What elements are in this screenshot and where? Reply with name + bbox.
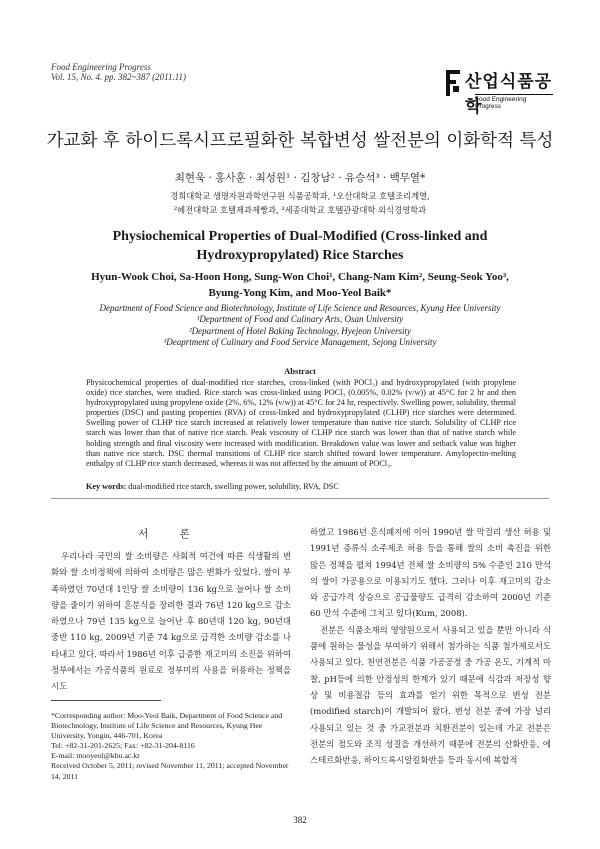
stylized-F-logo-icon xyxy=(445,70,461,96)
affiliation-english-line: Department of Food Science and Biotechnology, Institute of Life Science and Resources, Kyung Hee University xyxy=(99,303,501,313)
logo-korean-text: 산업식품공학 xyxy=(465,72,553,117)
journal-logo xyxy=(445,67,555,117)
affiliations-korean xyxy=(0,189,600,217)
authors-english-line: Hyun-Wook Choi, Sa-Hoon Hong, Sung-Won Choi¹, Chang-Nam Kim², Seung-Seok Yoo³, xyxy=(91,271,509,283)
affiliations-english xyxy=(0,303,600,349)
authors-english xyxy=(0,269,600,301)
title-english-line: Hydroxypropylated) Rice Starches xyxy=(196,248,404,263)
section-title-introduction: 서 론 xyxy=(138,528,204,540)
footnote-line: Received October 5, 2011; revised November 11, 2011; accepted November 14, 2011 xyxy=(51,761,289,781)
affiliation-english-line: ³Deaprtment of Culinary and Food Service Management, Sejong University xyxy=(163,337,437,348)
authors-english-line: Byung-Yong Kim, and Moo-Yeol Baik* xyxy=(208,287,392,299)
title-english xyxy=(0,227,600,265)
keywords-text: dual-modified rice starch, swelling power, solubility, RVA, DSC xyxy=(126,482,339,491)
title-english-line: Physiochemical Properties of Dual-Modified (Cross-linked and xyxy=(112,229,488,244)
abstract-text: Physicochemical properties of dual-modified rice starches, cross-linked (with POCl₃) and hydroxypropylated (with propylene oxide) rice starches, were studied. Rice starch was cross-linked using POCl₃ (0.005%, 0.02% (v/w)) at 45°C for 2 hr and then hydroxypropylated using propylene oxide (2%, 6%, 12% (v/w)) at 45°C for 24 hr, respectively. Swelling power, solubility, thermal properties (DSC) and pasting properties (RVA) of cross-linked and hydroxypropylated (CLHP) rice starches were determined. Swelling power of CLHP rice starch increased at relatively lower temperature than native rice starch. Solubility of CLHP rice starch was lower than that of native rice starch. Peak viscosity of CLHP rice starch was lower than that of native starch while holding strength and final viscosity were increased with modification. Breakdown value was lower and setback value was higher than native rice starch. DSC thermal transitions of CLHP rice starch shifted toward lower temperature. Amylopectin-melting enthalpy of CLHP rice starch decreased, whereas it was not affected by the amount of POCl₃. xyxy=(86,378,516,468)
logo-english-text: Food Engineering Progress xyxy=(475,94,553,110)
footnote-divider xyxy=(51,700,161,701)
keywords xyxy=(86,482,516,491)
page-number: 382 xyxy=(293,815,307,825)
affiliation-english-line: ¹Department of Food and Culinary Arts, Osan University xyxy=(196,314,404,325)
right-column-paragraph: 하였고 1986년 혼식폐지에 이어 1990년 쌀 막걸리 생산 허용 및 1991년 증류식 소주제조 허용 등을 통해 쌀의 소비 촉진을 위한 많은 정책을 펼쳐 1994년 전체 쌀 소비량의 5% 수준인 210 만석의 쌀이 가공용으로 이용되기도 했다. 그러나 이후 재고미의 감소와 공급가격 상승으로 공급물량도 급격히 감소하여 2000년 기준 60 만석 수준에 그치고 있다(Kum, 2008). xyxy=(310,527,551,619)
left-column xyxy=(51,526,291,695)
affiliation-korean-line: ²혜전대학교 호텔제과제빵과, ³세종대학교 호텔관광대학 외식경영학과 xyxy=(173,205,427,215)
authors-korean: 최현욱 · 홍사훈 · 최성원¹ · 김창남² · 유승석³ · 백무열* xyxy=(174,172,426,184)
journal-name: Food Engineering Progress xyxy=(51,62,151,72)
corresponding-author-footnote xyxy=(51,700,296,782)
footnote-line: *Corresponding author: Moo-Yeol Baik, Department of Food Science and Biotechnology, Institute of Life Science and Resources, Kyung Hee University, Yongin, 446-701, Korea xyxy=(51,711,283,741)
right-column-paragraph: 전분은 식품소재의 영양원으로서 사용되고 있을 뿐만 아니라 식품에 원하는 물성을 부여하기 위해서 첨가하는 식품 첨가제로서도 사용되고 있다. 천연전분은 식품 가공공정 중 가공 온도, 기계적 마찰, pH등에 의한 안정성의 한계가 있기 때문에 식감과 저장성 향상 및 비용절감 등의 효과를 얻기 위한 목적으로 변성 전분(modified starch)이 개발되어 왔다. 변성 전분 중에 가장 널리 사용되고 있는 것 중 가교전분과 치환전분이 있는데 가교 전분은 전분의 점도와 조직 성질을 개선하기 때문에 전분의 산화반응, 에스테르화반응, 하이드록시알킬화반응 등과 동시에 복합적 xyxy=(310,624,551,766)
abstract-heading: Abstract xyxy=(284,366,316,376)
footnote-line: Tel: +82-31-201-2625; Fax: +82-31-204-8116 xyxy=(51,741,195,751)
journal-header xyxy=(51,62,186,82)
affiliation-korean-line: 경희대학교 생명자원과학연구원 식품공학과, ¹오산대학교 호텔조리계열, xyxy=(170,191,430,201)
footnote-line: E-mail: mooyeol@khu.ac.kr xyxy=(51,751,140,761)
affiliation-english-line: ²Department of Hotel Baking Technology, Hyejeon University xyxy=(188,325,412,336)
title-korean: 가교화 후 하이드록시프로필화한 복합변성 쌀전분의 이화학적 특성 xyxy=(46,131,554,151)
journal-volume: Vol. 15, No. 4. pp. 382~387 (2011.11) xyxy=(51,72,187,82)
keywords-label: Key words: xyxy=(86,482,127,491)
left-column-paragraph: 우리나라 국민의 쌀 소비량은 사회적 여건에 따른 식생활의 변화와 쌀 소비정책에 의하여 소비량은 많은 변화가 있었다. 쌀이 부족하였던 70년대 1인당 쌀 소비량이 136 kg으로 늘어나 쌀 소비량을 줄이기 위하여 혼분식을 장려한 결과 76년 120 kg으로 감소하였으나 79년 135 kg으로 늘어난 후 80년대 120 kg, 90년대 중반 110 kg, 2009년 기준 74 kg으로 급격한 소비량 감소를 나타내고 있다. 따라서 1986년 이후 급증한 재고미의 소진을 위하여 정부에서는 가공식품의 원료로 정부미의 사용을 허용하는 정책을 시도 xyxy=(51,551,291,692)
header-divider xyxy=(51,498,549,499)
right-column xyxy=(310,524,551,768)
